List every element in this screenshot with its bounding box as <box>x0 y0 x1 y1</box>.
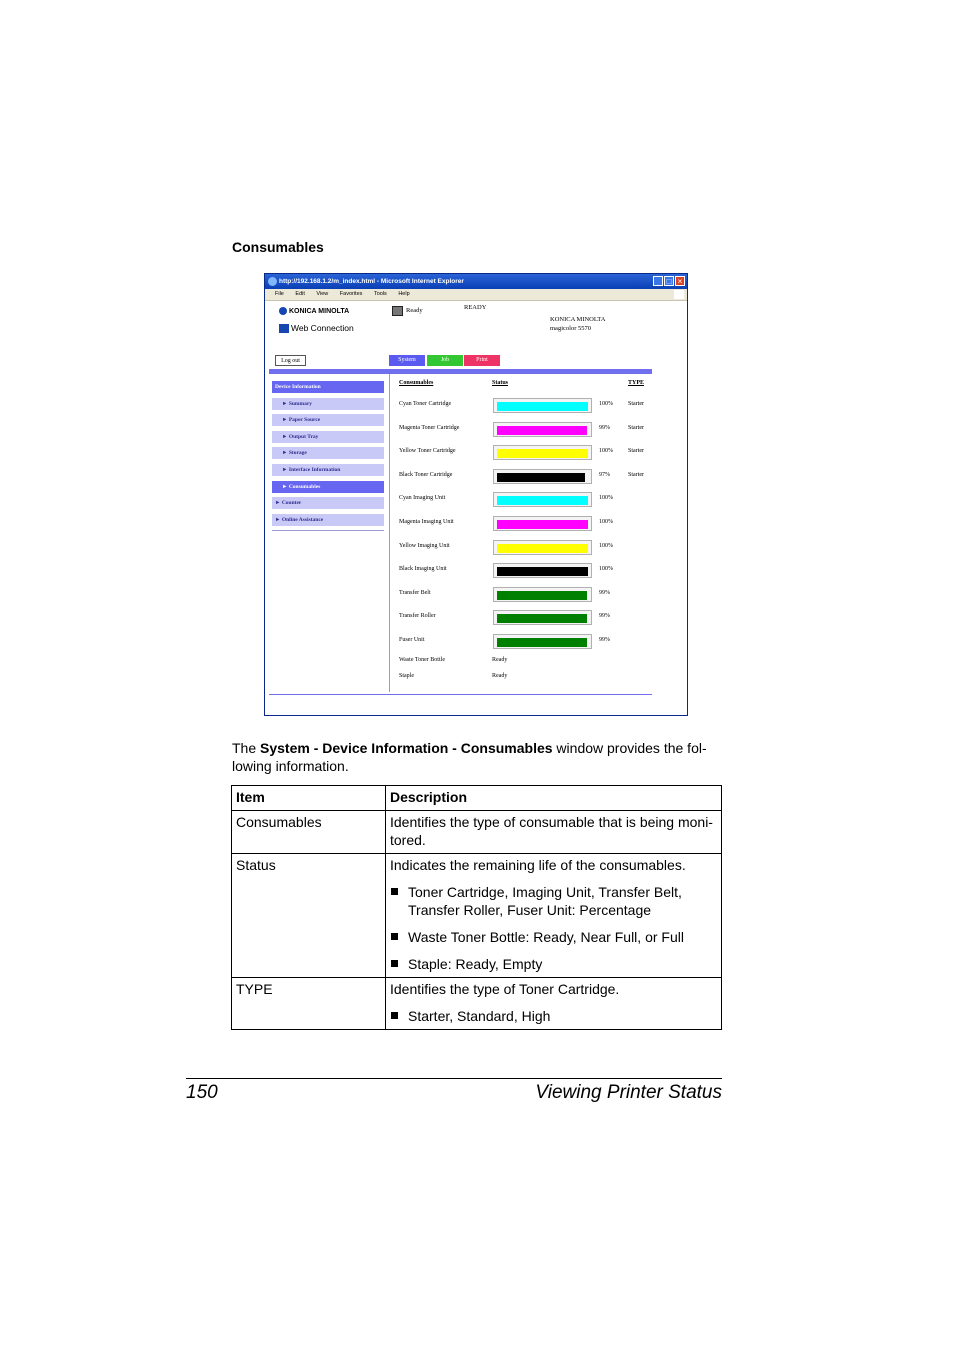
sidebar-item[interactable]: ► Interface Information <box>272 464 384 476</box>
sidebar-item[interactable]: ► Storage <box>272 447 384 459</box>
ie-icon <box>268 277 277 286</box>
level-percent: 99% <box>599 613 610 620</box>
footer-divider <box>269 694 652 695</box>
consumable-name: Magenta Imaging Unit <box>399 519 454 525</box>
sidebar-item[interactable]: ► Counter <box>272 497 384 509</box>
level-percent: 99% <box>599 424 610 431</box>
description-paragraph: The System - Device Information - Consumables window provides the fol-lowing information. <box>232 740 707 774</box>
level-percent: 99% <box>599 637 610 643</box>
menu-edit[interactable]: Edit <box>295 291 305 297</box>
level-bar <box>493 610 592 625</box>
bullet-item: Staple: Ready, Empty <box>390 955 717 973</box>
level-bar <box>493 563 592 578</box>
sidebar-item[interactable]: Device Information <box>272 381 384 393</box>
bullet-item: Toner Cartridge, Imaging Unit, Transfer Belt, Transfer Roller, Fuser Unit: Percentage <box>390 883 717 919</box>
level-percent: 100% <box>599 519 613 525</box>
tab-system[interactable]: System <box>389 355 425 366</box>
maximize-icon[interactable]: □ <box>664 276 674 286</box>
consumable-status: Ready <box>492 673 508 679</box>
sidebar-item[interactable]: ► Paper Source <box>272 414 384 426</box>
table-cell-description <box>386 854 722 978</box>
level-bar <box>493 516 592 531</box>
table-cell-item: Consumables <box>232 811 386 854</box>
description-text: Indicates the remaining life of the consumables. <box>390 857 686 873</box>
level-bar-fill <box>497 473 585 482</box>
col-header-status: Status <box>492 380 509 386</box>
level-bar <box>493 492 592 507</box>
level-percent: 97% <box>599 471 610 478</box>
sidebar-item[interactable]: ► Summary <box>272 398 384 410</box>
consumable-name: Staple <box>399 673 414 679</box>
header-description: Description <box>386 786 722 811</box>
header-divider <box>269 369 652 374</box>
level-bar-fill <box>497 638 587 647</box>
menu-view[interactable]: View <box>316 291 329 297</box>
level-bar-fill <box>497 567 588 576</box>
window-title: http://192.168.1.2/m_index.html - Microsoft Internet Explorer <box>279 278 464 285</box>
table-cell-description <box>386 978 722 1030</box>
sidebar-divider <box>389 374 390 692</box>
menu-bar <box>265 289 687 301</box>
consumable-name: Cyan Imaging Unit <box>399 495 446 502</box>
sidebar-item[interactable]: ► Consumables <box>272 481 384 493</box>
table-row <box>232 811 722 854</box>
sidebar-item[interactable]: ► Output Tray <box>272 431 384 443</box>
level-percent: 100% <box>599 401 613 407</box>
windows-flag-icon <box>674 290 684 299</box>
col-header-type: TYPE <box>628 380 645 386</box>
browser-window-screenshot <box>264 273 688 716</box>
tab-job[interactable]: Job <box>427 355 463 366</box>
level-percent: 100% <box>599 495 613 502</box>
table-cell-item: Status <box>232 854 386 978</box>
level-bar-fill <box>497 544 588 553</box>
consumable-name: Yellow Toner Cartridge <box>399 448 456 455</box>
close-icon[interactable]: × <box>675 276 685 286</box>
level-percent: 99% <box>599 589 610 596</box>
level-bar-fill <box>497 496 588 505</box>
level-bar-fill <box>497 520 588 529</box>
level-bar-fill <box>497 614 587 623</box>
table-row <box>232 978 722 1030</box>
consumable-name: Waste Toner Bottle <box>399 657 445 663</box>
web-connection-logo: Web Connection <box>279 323 354 333</box>
consumable-name: Magenta Toner Cartridge <box>399 424 460 431</box>
level-bar-fill <box>497 591 587 600</box>
level-bar-fill <box>497 402 588 411</box>
window-titlebar <box>265 274 687 289</box>
description-text: Identifies the type of Toner Cartridge. <box>390 981 620 997</box>
ready-label: Ready <box>406 307 423 314</box>
level-bar-fill <box>497 426 587 435</box>
konica-logo: KONICA MINOLTA <box>279 307 349 315</box>
consumable-type: Starter <box>628 471 644 478</box>
col-header-consumables: Consumables <box>399 380 434 386</box>
consumable-name: Cyan Toner Cartridge <box>399 401 452 407</box>
level-percent: 100% <box>599 542 613 549</box>
header-item: Item <box>232 786 386 811</box>
menu-file[interactable]: File <box>275 291 284 297</box>
logout-button[interactable]: Log out <box>275 355 306 366</box>
consumable-name: Fuser Unit <box>399 637 425 643</box>
level-bar <box>493 587 592 602</box>
consumable-status: Ready <box>492 657 508 663</box>
menu-favorites[interactable]: Favorites <box>339 291 363 297</box>
consumable-name: Transfer Belt <box>399 589 431 596</box>
level-bar <box>493 634 592 649</box>
printer-model: KONICA MINOLTA magicolor 5570 <box>550 316 606 332</box>
footer-rule <box>186 1078 722 1079</box>
bullet-item: Starter, Standard, High <box>390 1007 717 1025</box>
level-bar <box>493 422 592 437</box>
consumable-name: Transfer Roller <box>399 613 436 620</box>
printer-icon <box>392 306 403 316</box>
table-cell-description <box>386 811 722 854</box>
consumable-name: Black Imaging Unit <box>399 566 447 573</box>
nav-divider <box>272 530 384 531</box>
description-text: Identifies the type of consumable that is being moni-tored. <box>390 814 713 848</box>
minimize-icon[interactable]: _ <box>653 276 663 286</box>
level-bar <box>493 445 592 460</box>
sidebar-item[interactable]: ► Online Assistance <box>272 514 384 526</box>
ready-status: READY <box>464 304 487 311</box>
level-bar <box>493 469 592 484</box>
table-row <box>232 854 722 978</box>
section-heading: Consumables <box>232 239 324 255</box>
level-bar-fill <box>497 449 588 458</box>
table-cell-item: TYPE <box>232 978 386 1030</box>
consumable-type: Starter <box>628 448 644 455</box>
level-percent: 100% <box>599 448 613 455</box>
consumable-type: Starter <box>628 401 644 407</box>
consumable-name: Yellow Imaging Unit <box>399 542 450 549</box>
section-title: Viewing Printer Status <box>535 1082 722 1103</box>
table-header-row <box>232 786 722 811</box>
menu-tools[interactable]: Tools <box>373 291 387 297</box>
pagescope-icon <box>279 324 289 333</box>
bullet-item: Waste Toner Bottle: Ready, Near Full, or Full <box>390 928 717 946</box>
menu-help[interactable]: Help <box>398 291 410 297</box>
page-number: 150 <box>186 1082 218 1103</box>
level-bar <box>493 398 592 413</box>
consumable-name: Black Toner Cartridge <box>399 471 453 478</box>
tab-print[interactable]: Print <box>464 355 500 366</box>
consumable-type: Starter <box>628 424 644 431</box>
level-percent: 100% <box>599 566 613 573</box>
globe-icon <box>279 307 287 315</box>
info-table <box>231 785 722 1030</box>
level-bar <box>493 540 592 555</box>
